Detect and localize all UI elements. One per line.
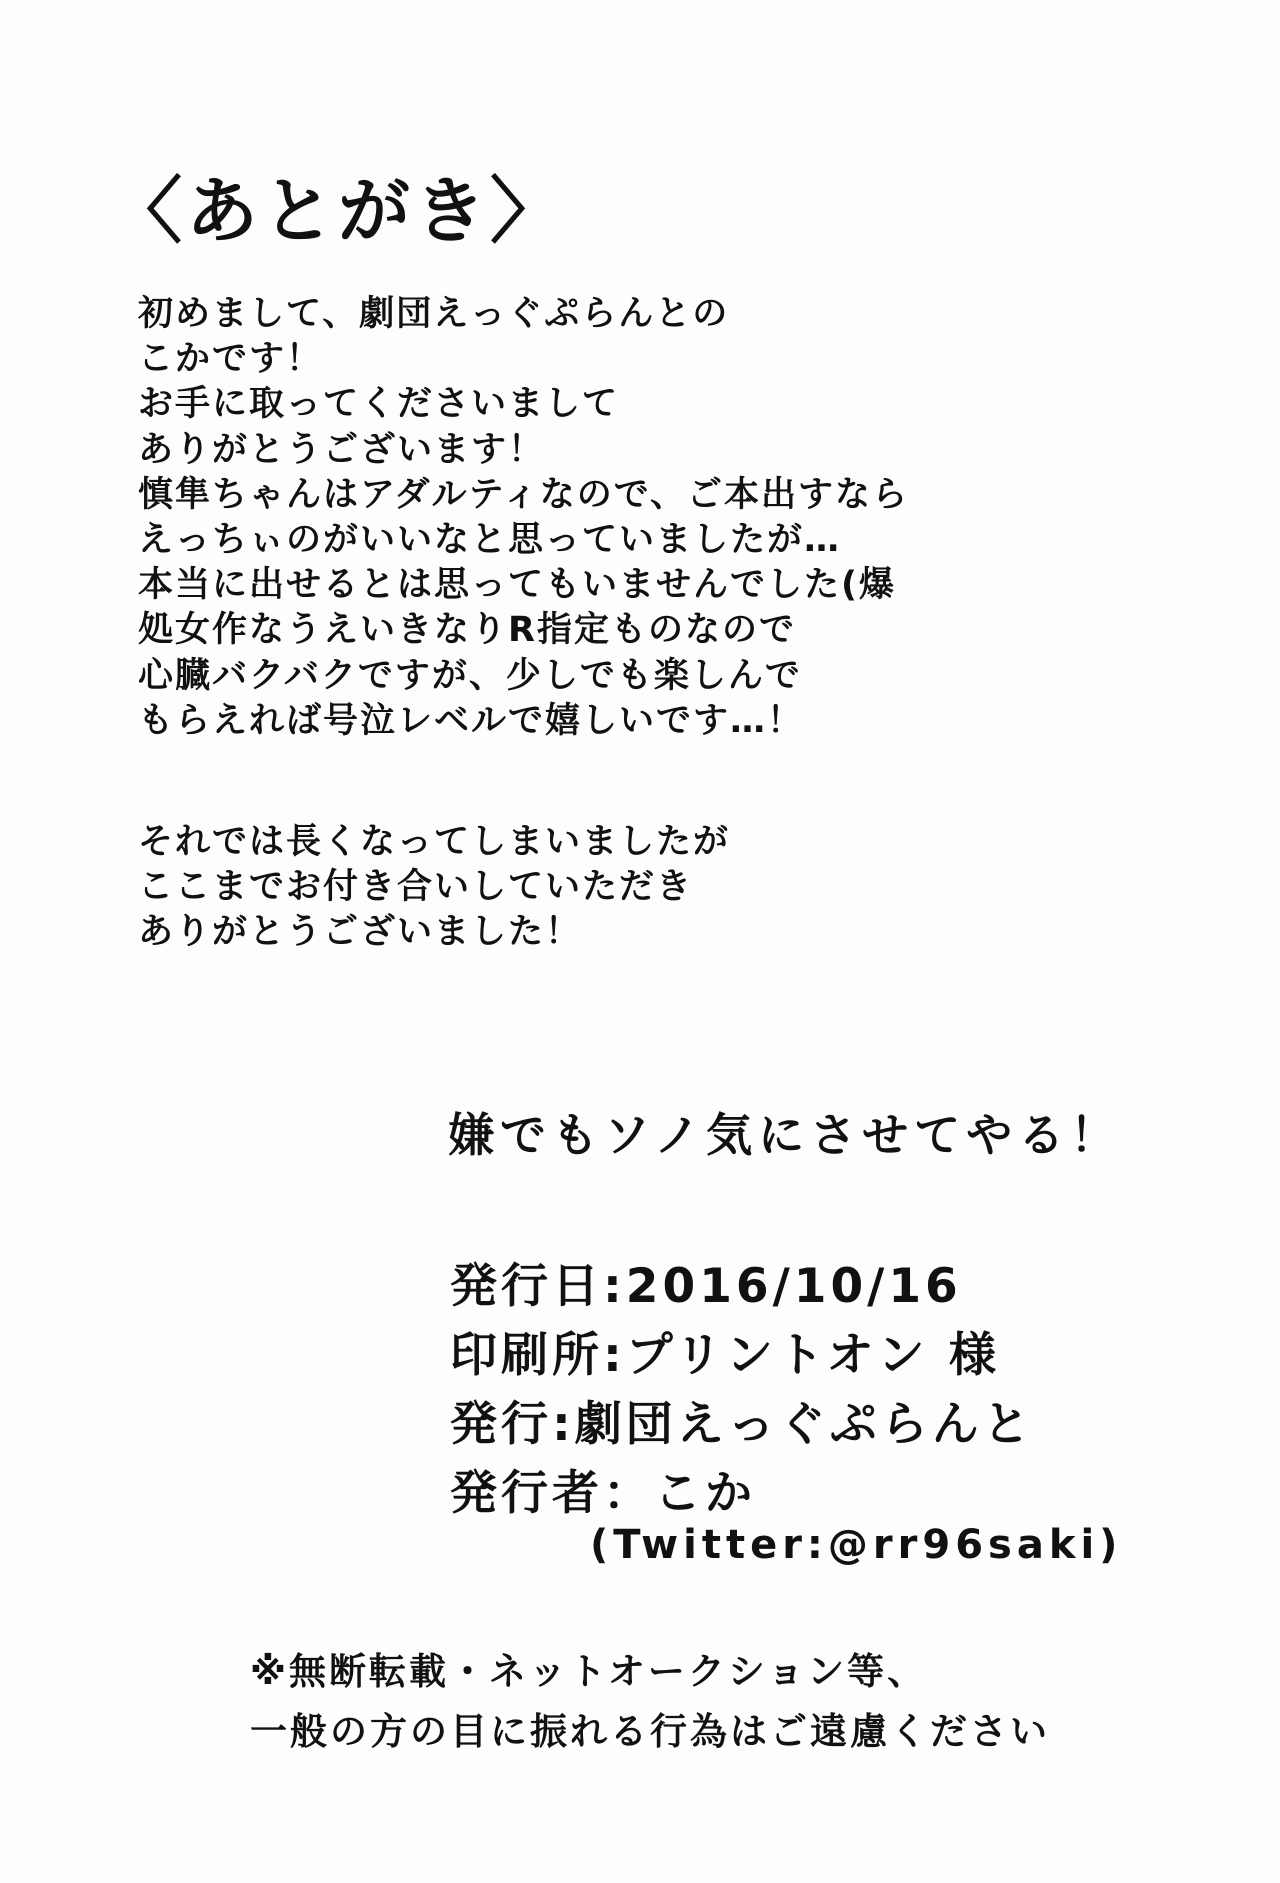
afterword-closing-line: ありがとうございました！ (138, 912, 583, 953)
printer: 印刷所:プリントオン 様 (450, 1328, 1000, 1383)
publisher: 発行:劇団えっぐぷらんと (450, 1397, 1034, 1452)
notice-line: 一般の方の目に振れる行為はご遠慮ください (250, 1710, 1050, 1753)
book-title: 嫌でもソノ気にさせてやる！ (448, 1108, 1123, 1162)
afterword-line: 本当に出せるとは思ってもいませんでした(爆 (138, 565, 896, 606)
afterword-line: もらえれば号泣レベルで嬉しいです…！ (138, 700, 805, 741)
afterword-line: 処女作なうえいきなりR指定ものなので (138, 610, 796, 651)
afterword-line: お手に取ってくださいまして (138, 384, 620, 425)
issue-date: 発行日:2016/10/16 (450, 1259, 962, 1314)
afterword-heading: 〈あとがき〉 (110, 169, 567, 253)
afterword-line: 慎隼ちゃんはアダルティなので、ご本出すなら (138, 474, 910, 515)
afterword-line: 心臓バクバクですが、少しでも楽しんで (138, 655, 802, 696)
afterword-line: ありがとうございます！ (138, 429, 546, 470)
afterword-closing-line: それでは長くなってしまいましたが (138, 821, 731, 862)
afterword-text (138, 292, 1138, 955)
reproduction-notice (250, 1642, 1050, 1762)
issuer: 発行者：こか (450, 1466, 756, 1521)
notice-line: ※無断転載・ネットオークション等、 (250, 1650, 928, 1693)
twitter-handle: (Twitter:@rr96saki) (590, 1522, 1123, 1568)
colophon (450, 1252, 1034, 1528)
afterword-line: えっちぃのがいいなと思っていましたが… (138, 519, 842, 560)
paragraph-gap (138, 744, 1138, 820)
afterword-line: 初めまして、劇団えっぐぷらんとの (138, 294, 730, 334)
afterword-line: こかです！ (138, 339, 324, 380)
afterword-closing-line: ここまでお付き合いしていただき (138, 867, 694, 908)
